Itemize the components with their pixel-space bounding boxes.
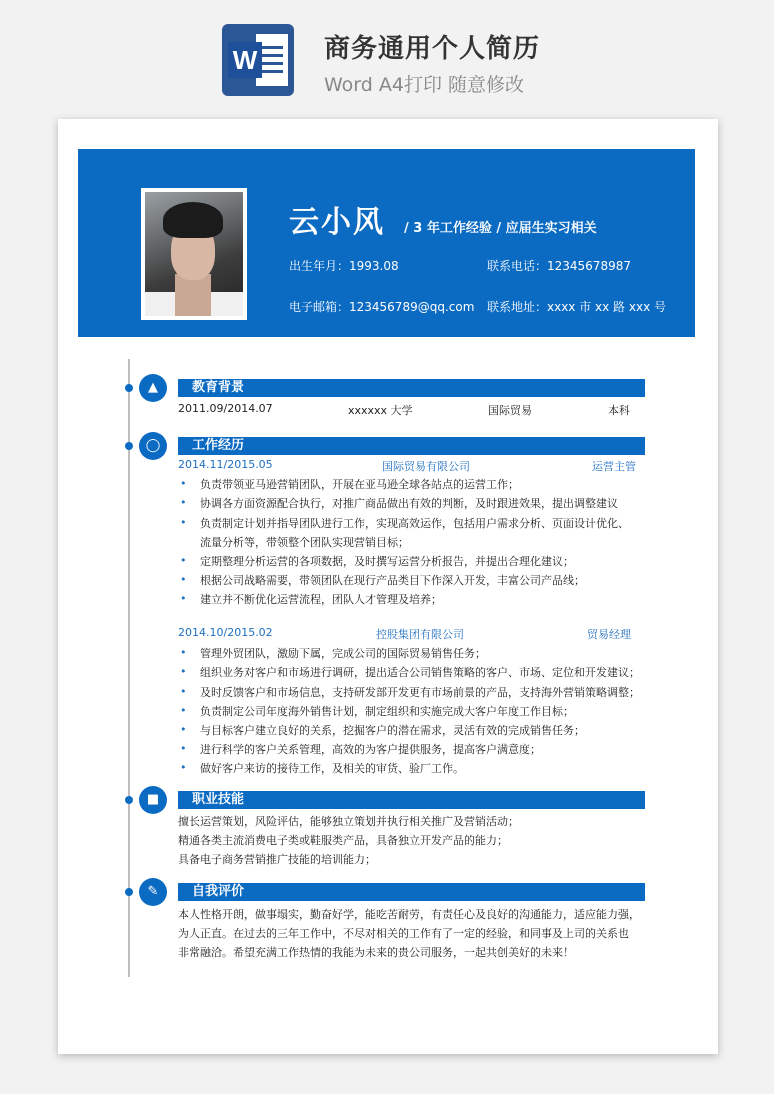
job-duty: 流量分析等，带领整个团队实现营销目标； — [200, 536, 409, 549]
profile-banner — [78, 149, 695, 337]
resume-page: 云小风 / 3 年工作经验 / 应届生实习相关 出生年月：1993.08 联系电话：12345678987 电子邮箱：123456789@qq.com 联系地址：xxxx 市 xx 路 xxx 号 ▲ 教育背景 2011.09/2014.07 xxxxxx 大学 国际贸易 本科 ◯ 工作经历 2014.11/2015.05 国际贸易有限公司 运营主管 • 负责带领亚马逊营销团队，开展在亚马逊全球各站点的运营工作； • 协调各方面资源配合执行，对推广商品做出有效的判断，及时跟进效果，提出调整建议 • 负责制定计划并指导团队进行工作，实现高效运作，包括用户需求分析、页面设计优化、 流量分析等，带领整个团队实现营销目标； • 定期整理分析运营的各项数据，及时撰写运营分析报告，并提出合理化建议； • 根据公司战略需要，带领团队在现行产品类目下作深入开发，丰富公司产品线； • 建立并不断优化运营流程，团队人才管理及培养； 2014.10/2015.02 控股集团有限公司 贸易经理 • 管理外贸团队，激励下属，完成公司的国际贸易销售任务； • 组织业务对客户和市场进行调研，提出适合公司销售策略的客户、市场、定位和开发建议； • 及时反馈客户和市场信息，支持研发部开发更有市场前景的产品，支持海外营销策略调整； • 负责制定公司年度海外销售计划，制定组织和实施完成大客户年度工作目标； • 与目标客户建立良好的关系，挖掘客户的潜在需求，灵活有效的完成销售任务； • 进行科学的客户关系管理，高效的为客户提供服务，提高客户满意度； • 做好客户来访的接待工作，及相关的审货、验厂工作。 ■ 职业技能 擅长运营策划，风险评估，能够独立策划并执行相关推广及营销活动； 精通各类主流消费电子类或鞋服类产品，具备独立开发产品的能力； 具备电子商务营销推广技能的培训能力； ✎ 自我评价 本人性格开朗，做事塌实，勤奋好学，能吃苦耐劳，有责任心及良好的沟通能力，适应能力强， 为人正直。在过去的三年工作中，不尽对相关的工作有了一定的经验，和同事及上司的关系也 非常融洽。希望充满工作热情的我能为未来的贵公司服务，一起共创美好的未来！ — [58, 119, 718, 1054]
job-duty: 协调各方面资源配合执行，对推广商品做出有效的判断，及时跟进效果，提出调整建议 — [200, 497, 618, 510]
edu-school: xxxxxx 大学 — [348, 404, 413, 417]
job-duty: 负责带领亚马逊营销团队，开展在亚马逊全球各站点的运营工作； — [200, 478, 519, 491]
graduation-cap-icon: ▲ — [139, 374, 167, 402]
section-header-skills — [178, 791, 645, 809]
timeline-dot — [125, 888, 133, 896]
skill-line: 具备电子商务营销推广技能的培训能力； — [178, 853, 376, 866]
profile-name: 云小风 — [289, 205, 385, 240]
profile-email: 电子邮箱：123456789@qq.com — [289, 300, 475, 314]
profile-phone: 联系电话：12345678987 — [487, 259, 631, 273]
pencil-icon: ✎ — [139, 878, 167, 906]
job-duty: 进行科学的客户关系管理，高效的为客户提供服务，提高客户满意度； — [200, 743, 541, 756]
mouse-icon: ◯ — [139, 432, 167, 460]
job-period: 2014.11/2015.05 — [178, 458, 273, 471]
section-title: 自我评价 — [192, 884, 245, 899]
profile-tagline: / 3 年工作经验 / 应届生实习相关 — [404, 221, 597, 236]
job-duty: 根据公司战略需要，带领团队在现行产品类目下作深入开发，丰富公司产品线； — [200, 574, 585, 587]
self-line: 本人性格开朗，做事塌实，勤奋好学，能吃苦耐劳，有责任心及良好的沟通能力，适应能力强， — [178, 908, 640, 921]
self-line: 为人正直。在过去的三年工作中，不尽对相关的工作有了一定的经验，和同事及上司的关系也 — [178, 927, 629, 940]
skill-line: 精通各类主流消费电子类或鞋服类产品，具备独立开发产品的能力； — [178, 834, 508, 847]
job-duty: 负责制定计划并指导团队进行工作，实现高效运作，包括用户需求分析、页面设计优化、 — [200, 517, 629, 530]
profile-birth: 出生年月：1993.08 — [289, 259, 399, 273]
job-role: 贸易经理 — [587, 628, 631, 641]
job-company: 国际贸易有限公司 — [382, 460, 470, 473]
job-period: 2014.10/2015.02 — [178, 626, 273, 639]
job-duty: 与目标客户建立良好的关系，挖掘客户的潜在需求，灵活有效的完成销售任务； — [200, 724, 585, 737]
profile-photo — [141, 188, 247, 320]
word-icon — [222, 24, 294, 96]
page-title: 商务通用个人简历 — [324, 34, 541, 64]
job-duty: 做好客户来访的接待工作，及相关的审货、验厂工作。 — [200, 762, 464, 775]
job-duty: 建立并不断优化运营流程，团队人才管理及培养； — [200, 593, 442, 606]
job-duty: 定期整理分析运营的各项数据，及时撰写运营分析报告，并提出合理化建议； — [200, 555, 574, 568]
section-header-work — [178, 437, 645, 455]
section-title: 教育背景 — [192, 380, 245, 395]
timeline-line — [128, 359, 130, 977]
book-icon: ■ — [139, 786, 167, 814]
top-header — [0, 0, 774, 112]
skill-line: 擅长运营策划，风险评估，能够独立策划并执行相关推广及营销活动； — [178, 815, 519, 828]
timeline-dot — [125, 384, 133, 392]
page-subtitle: Word A4打印 随意修改 — [324, 74, 525, 96]
edu-period: 2011.09/2014.07 — [178, 402, 273, 415]
section-title: 职业技能 — [192, 792, 245, 807]
word-letter: W — [228, 42, 262, 78]
job-duty: 管理外贸团队，激励下属，完成公司的国际贸易销售任务； — [200, 647, 486, 660]
job-company: 控股集团有限公司 — [376, 628, 464, 641]
section-header-education — [178, 379, 645, 397]
section-header-self — [178, 883, 645, 901]
job-role: 运营主管 — [592, 460, 636, 473]
section-title: 工作经历 — [192, 438, 245, 453]
timeline-dot — [125, 442, 133, 450]
edu-major: 国际贸易 — [488, 404, 532, 417]
job-duty: 负责制定公司年度海外销售计划，制定组织和实施完成大客户年度工作目标； — [200, 705, 574, 718]
job-duty: 组织业务对客户和市场进行调研，提出适合公司销售策略的客户、市场、定位和开发建议； — [200, 666, 640, 679]
self-line: 非常融洽。希望充满工作热情的我能为未来的贵公司服务，一起共创美好的未来！ — [178, 946, 574, 959]
timeline-dot — [125, 796, 133, 804]
job-duty: 及时反馈客户和市场信息，支持研发部开发更有市场前景的产品，支持海外营销策略调整； — [200, 686, 640, 699]
edu-degree: 本科 — [608, 404, 630, 417]
profile-address: 联系地址：xxxx 市 xx 路 xxx 号 — [487, 300, 666, 314]
